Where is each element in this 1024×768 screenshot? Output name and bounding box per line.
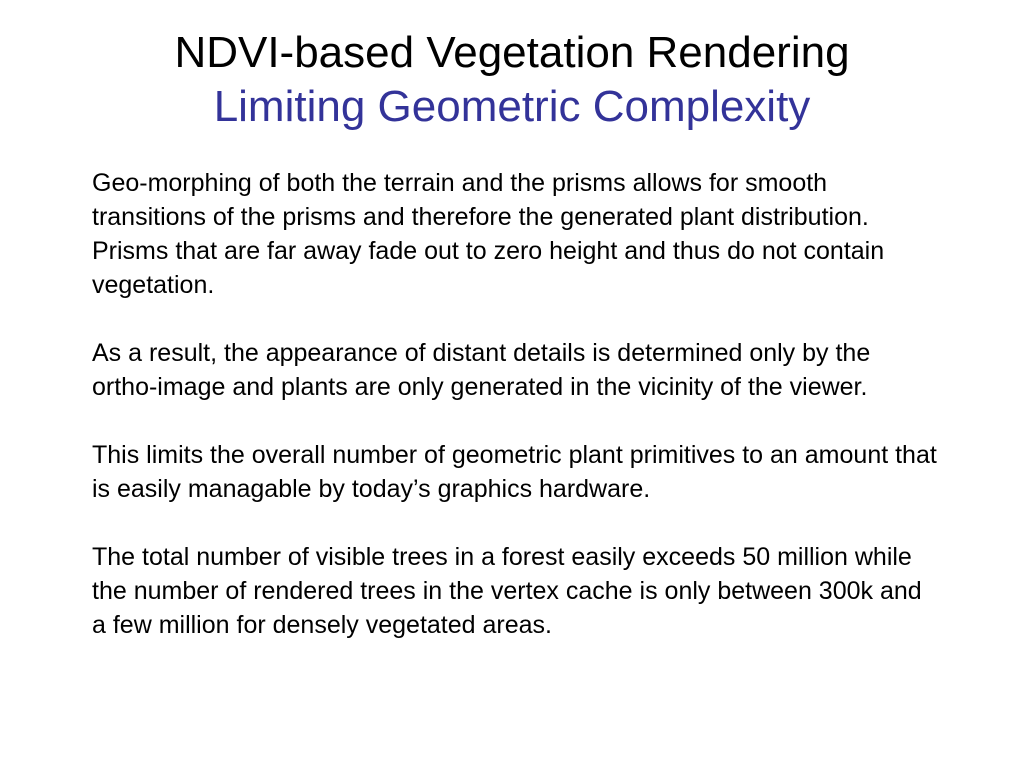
- paragraph-primitive-limit: This limits the overall number of geometric plant primitives to an amount that is easily managable by today’s graphics hardware.: [92, 441, 937, 503]
- title-block: [0, 26, 1024, 134]
- paragraph-distant-details: As a result, the appearance of distant details is determined only by the ortho-image and plants are only generated in the vicinity of the viewer.: [92, 339, 871, 401]
- paragraph-geomorphing: Geo-morphing of both the terrain and the prisms allows for smooth transitions of the prisms and therefore the generated plant distribution. Prisms that are far away fade out to zero height and thus do not contain vegetation.: [92, 169, 885, 299]
- slide-body: [92, 166, 942, 676]
- slide-subtitle: Limiting Geometric Complexity: [213, 82, 811, 131]
- slide-title: NDVI-based Vegetation Rendering: [174, 28, 850, 77]
- paragraph-tree-counts: The total number of visible trees in a forest easily exceeds 50 million while the number of rendered trees in the vertex cache is only between 300k and a few million for densely vegetated areas.: [92, 543, 922, 639]
